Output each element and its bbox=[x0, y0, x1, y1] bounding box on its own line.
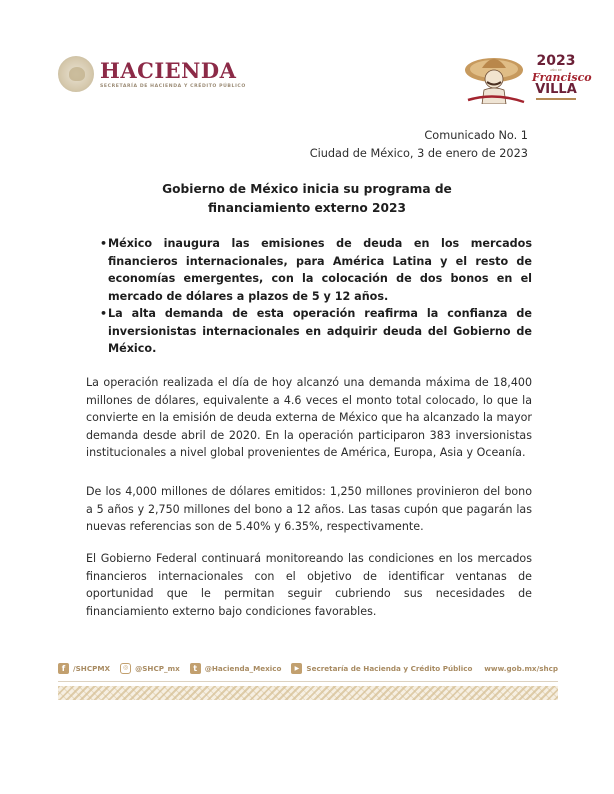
highlight-item bbox=[100, 305, 532, 358]
villa-logo-text bbox=[532, 53, 592, 100]
national-seal-icon bbox=[58, 56, 94, 92]
footer-link-label: Secretaría de Hacienda y Crédito Público bbox=[306, 663, 473, 673]
bullet-icon: • bbox=[100, 307, 108, 320]
title-line-2: financiamiento externo 2023 bbox=[208, 201, 406, 215]
footer-website-link[interactable] bbox=[484, 664, 558, 673]
footer-link-label: @SHCP_mx bbox=[135, 663, 180, 673]
footer-divider bbox=[58, 681, 558, 682]
francisco-villa-portrait-icon bbox=[464, 52, 528, 104]
villa-year: 2023 bbox=[536, 53, 576, 69]
twitter-icon: t bbox=[190, 663, 201, 674]
communique-number: Comunicado No. 1 bbox=[424, 129, 528, 142]
highlight-item bbox=[100, 235, 532, 305]
press-release-title bbox=[0, 180, 614, 218]
footer-link-youtube[interactable] bbox=[291, 663, 472, 674]
footer-social-links bbox=[58, 660, 558, 676]
instagram-icon: ◎ bbox=[120, 663, 131, 674]
francisco-villa-2023-logo bbox=[462, 48, 592, 108]
place-and-date: Ciudad de México, 3 de enero de 2023 bbox=[309, 147, 528, 160]
footer-link-label: /SHCPMX bbox=[73, 663, 111, 673]
highlight-text: La alta demanda de esta operación reafirma la confianza de inversionistas internacionales en adquirir deuda del Gobierno de México. bbox=[108, 307, 532, 355]
body-paragraph-3: El Gobierno Federal continuará monitoreando las condiciones en los mercados financieros internacionales con el objetivo de identificar ventanas de oportunidad que le permitan seguir cubriendo sus necesidades de financiamiento externo bajo condiciones favorables. bbox=[86, 552, 532, 618]
villa-surname: VILLA bbox=[535, 82, 577, 97]
website-url: www.gob.mx/shcp bbox=[484, 663, 558, 673]
footer-link-facebook[interactable] bbox=[58, 663, 110, 674]
body-paragraph-2: De los 4,000 millones de dólares emitidos: 1,250 millones provinieron del bono a 5 años y 2,750 millones del bono a 12 años. Las tasas cupón que pagarán las nuevas referencias son de 5.40% y 6.35%, respectivamente. bbox=[86, 485, 532, 533]
title-line-1: Gobierno de México inicia su programa de bbox=[162, 182, 452, 196]
villa-divider bbox=[536, 98, 576, 100]
villa-name: Francisco bbox=[532, 71, 592, 84]
logo-title: HACIENDA bbox=[100, 57, 237, 83]
bullet-icon: • bbox=[100, 237, 108, 250]
footer-link-instagram[interactable] bbox=[120, 663, 180, 674]
dateline bbox=[310, 127, 528, 163]
footer-link-twitter[interactable] bbox=[190, 663, 282, 674]
logo-subtitle: SECRETARÍA DE HACIENDA Y CRÉDITO PÚBLICO bbox=[100, 83, 246, 89]
highlight-text: México inaugura las emisiones de deuda en los mercados financieros internacionales, para América Latina y el resto de economías emergentes, con la colocación de dos bonos en el mercado de dólares a plazos de 5 y 12 años. bbox=[108, 237, 532, 303]
villa-small-text: AÑO DE bbox=[550, 68, 562, 72]
facebook-icon: f bbox=[58, 663, 69, 674]
highlights-list bbox=[100, 235, 532, 358]
youtube-icon: ▶ bbox=[291, 663, 302, 674]
footer-link-label: @Hacienda_Mexico bbox=[204, 663, 282, 673]
hacienda-logo bbox=[58, 56, 246, 92]
decorative-pattern-band bbox=[58, 686, 558, 700]
body-paragraph-1: La operación realizada el día de hoy alcanzó una demanda máxima de 18,400 millones de dólares, equivalente a 4.6 veces el monto total colocado, lo que la convierte en la emisión de deuda externa de México que ha alcanzado la mayor demanda desde abril de 2020. En la operación participaron 383 inversionistas institucionales a nivel global provenientes de América, Europa, Asia y Oceanía. bbox=[86, 376, 532, 459]
hacienda-logo-text bbox=[100, 57, 246, 89]
